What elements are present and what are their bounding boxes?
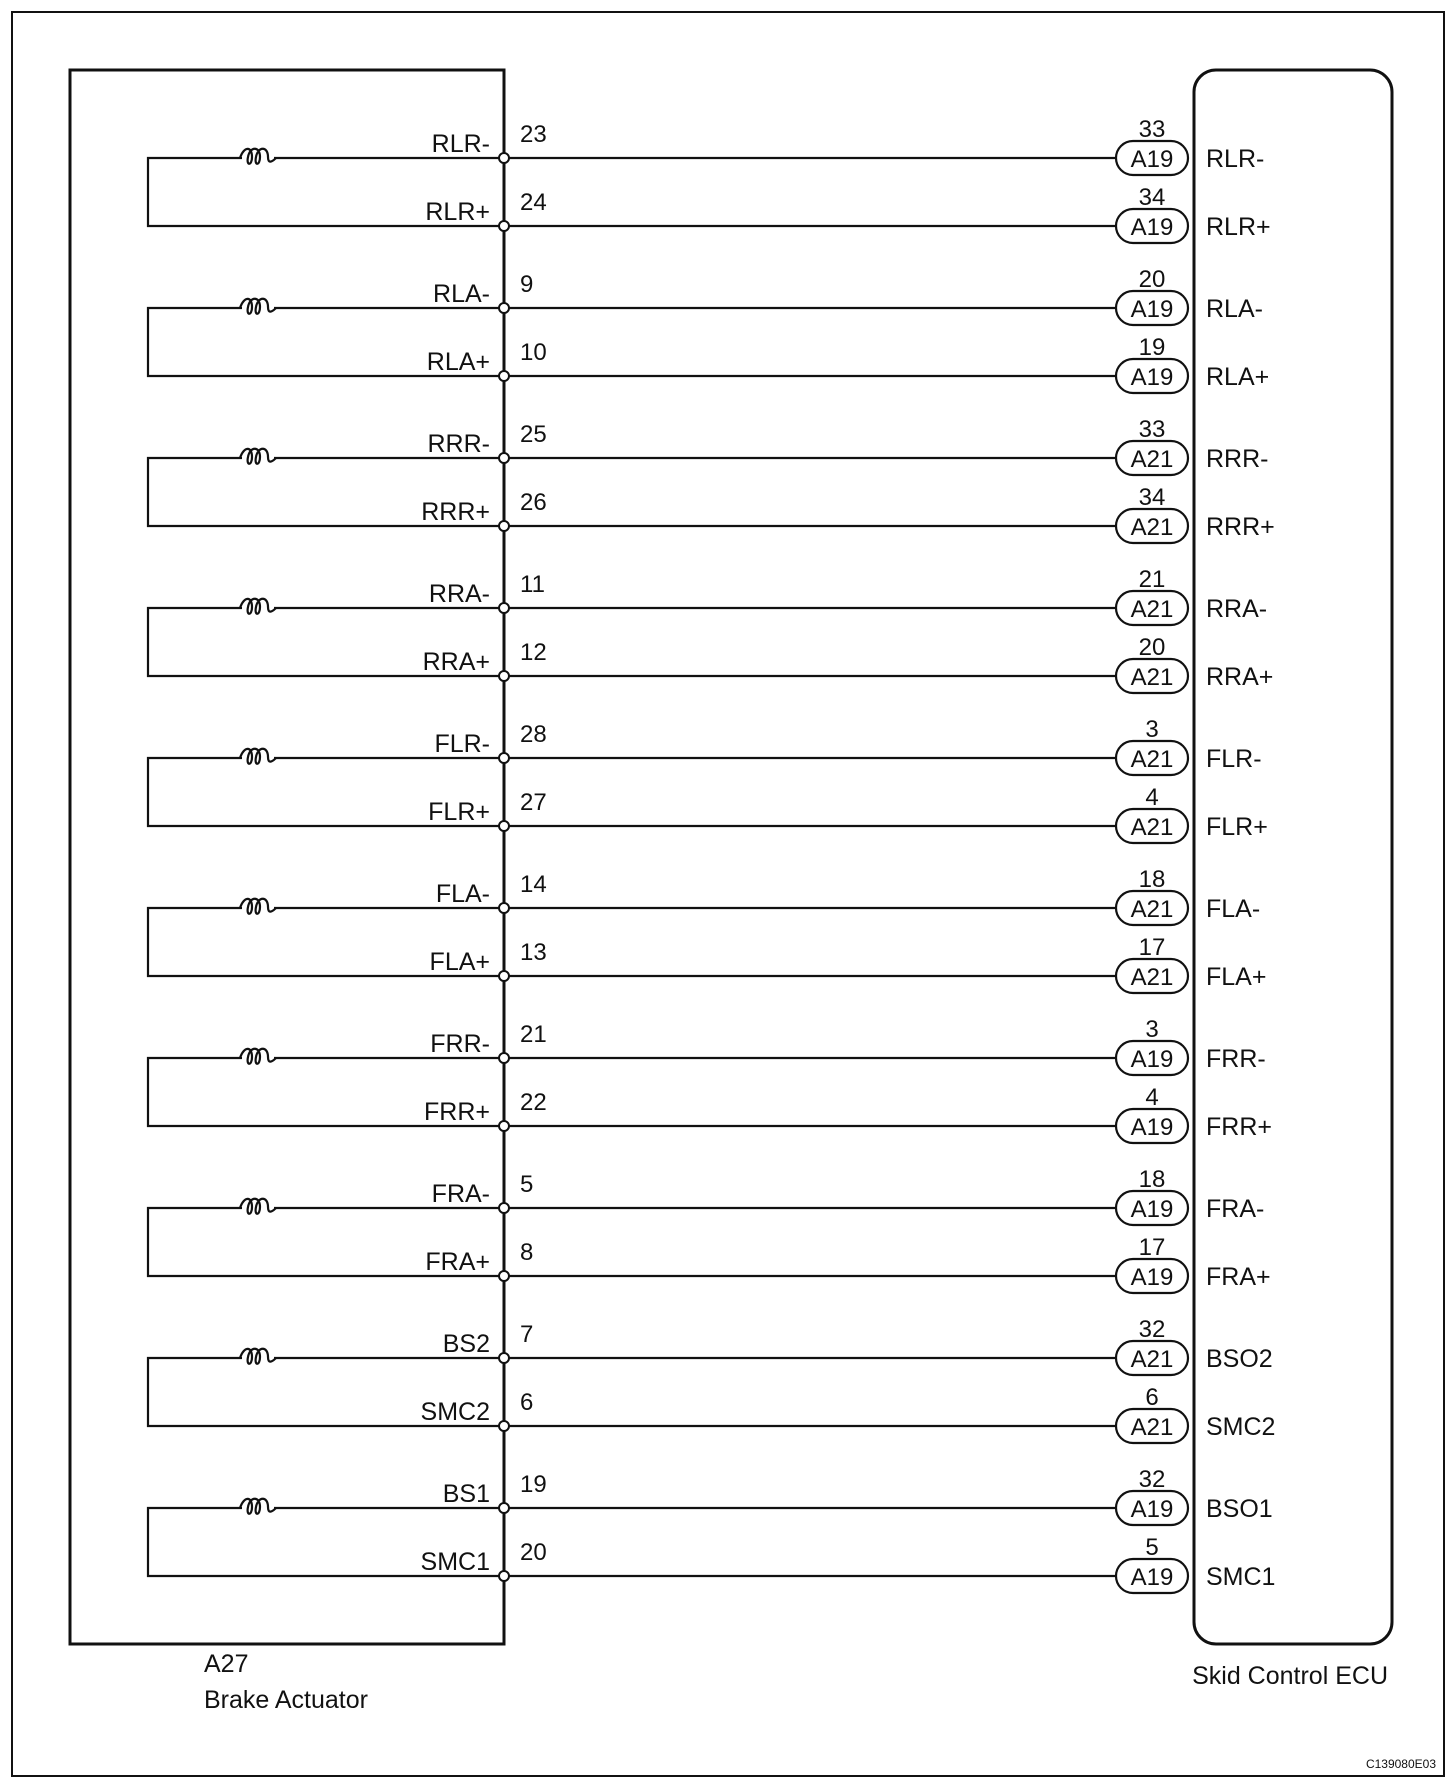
actuator-pin-number: 26 xyxy=(520,489,547,516)
actuator-pin-number: 23 xyxy=(520,121,547,148)
connector-id: A21 xyxy=(1130,896,1174,923)
connector-id: A21 xyxy=(1130,746,1174,773)
ecu-pin-number: 20 xyxy=(1138,634,1166,661)
ecu-terminal-label: RRR- xyxy=(1206,445,1269,473)
ecu-terminal-label: RLR- xyxy=(1206,145,1265,173)
ecu-terminal-label: SMC1 xyxy=(1206,1563,1276,1591)
connector-id: A19 xyxy=(1130,214,1174,241)
ecu-terminal-label: FLR- xyxy=(1206,745,1262,773)
terminal-dot xyxy=(499,1121,509,1131)
actuator-pin-number: 19 xyxy=(520,1471,547,1498)
ecu-pin-number: 20 xyxy=(1138,266,1166,293)
connector-id: A21 xyxy=(1130,446,1174,473)
actuator-pin-number: 21 xyxy=(520,1021,547,1048)
ecu-pin-number: 33 xyxy=(1138,416,1166,443)
connector-id: A19 xyxy=(1130,1264,1174,1291)
ecu-pin-number: 18 xyxy=(1138,866,1166,893)
actuator-terminal-label: RRA- xyxy=(428,580,490,608)
actuator-terminal-label: RRR- xyxy=(427,430,490,458)
actuator-terminal-label: BS2 xyxy=(442,1330,490,1358)
actuator-terminal-label: RRR+ xyxy=(421,498,490,526)
connector-id: A19 xyxy=(1130,1046,1174,1073)
ecu-terminal-label: FLA- xyxy=(1206,895,1261,923)
terminal-dot xyxy=(499,671,509,681)
figure-code: C139080E03 xyxy=(1365,1757,1436,1771)
actuator-terminal-label: BS1 xyxy=(442,1480,490,1508)
terminal-dot xyxy=(499,1503,509,1513)
actuator-terminal-label: FRA+ xyxy=(425,1248,490,1276)
actuator-terminal-label: FRR- xyxy=(430,1030,490,1058)
actuator-pin-number: 11 xyxy=(520,571,545,598)
actuator-terminal-label: FRR+ xyxy=(424,1098,490,1126)
actuator-pin-number: 28 xyxy=(520,721,547,748)
actuator-pin-number: 25 xyxy=(520,421,547,448)
actuator-pin-number: 22 xyxy=(520,1089,547,1116)
ecu-terminal-label: FRA+ xyxy=(1206,1263,1271,1291)
actuator-terminal-label: RLA+ xyxy=(426,348,490,376)
connector-id: A21 xyxy=(1130,514,1174,541)
actuator-pin-number: 12 xyxy=(520,639,547,666)
actuator-terminal-label: SMC1 xyxy=(420,1548,490,1576)
actuator-terminal-label: RRA+ xyxy=(422,648,490,676)
ecu-pin-number: 18 xyxy=(1138,1166,1166,1193)
actuator-terminal-label: FRA- xyxy=(431,1180,490,1208)
ecu-pin-number: 3 xyxy=(1145,1016,1159,1043)
terminal-dot xyxy=(499,303,509,313)
ecu-terminal-label: RRA- xyxy=(1206,595,1268,623)
actuator-pin-number: 5 xyxy=(520,1171,534,1198)
actuator-terminal-label: FLR- xyxy=(434,730,490,758)
terminal-dot xyxy=(499,371,509,381)
ecu-terminal-label: SMC2 xyxy=(1206,1413,1276,1441)
terminal-dot xyxy=(499,1271,509,1281)
actuator-ref: A27 xyxy=(204,1650,249,1678)
actuator-terminal-label: FLA- xyxy=(435,880,490,908)
terminal-dot xyxy=(499,1053,509,1063)
ecu-terminal-label: FLR+ xyxy=(1206,813,1268,841)
ecu-terminal-label: RRR+ xyxy=(1206,513,1275,541)
connector-id: A19 xyxy=(1130,296,1174,323)
ecu-terminal-label: FRR- xyxy=(1206,1045,1266,1073)
ecu-pin-number: 32 xyxy=(1138,1316,1166,1343)
connector-id: A21 xyxy=(1130,964,1174,991)
connector-id: A21 xyxy=(1130,1414,1174,1441)
connector-id: A19 xyxy=(1130,1114,1174,1141)
actuator-pin-number: 14 xyxy=(520,871,547,898)
ecu-pin-number: 21 xyxy=(1138,566,1166,593)
connector-id: A19 xyxy=(1130,146,1174,173)
actuator-terminal-label: FLA+ xyxy=(429,948,490,976)
connector-id: A19 xyxy=(1130,1564,1174,1591)
ecu-terminal-label: FRA- xyxy=(1206,1195,1265,1223)
terminal-dot xyxy=(499,903,509,913)
terminal-dot xyxy=(499,821,509,831)
actuator-pin-number: 13 xyxy=(520,939,547,966)
ecu-pin-number: 17 xyxy=(1138,934,1166,961)
connector-id: A21 xyxy=(1130,814,1174,841)
actuator-pin-number: 24 xyxy=(520,189,547,216)
ecu-pin-number: 6 xyxy=(1145,1384,1159,1411)
connector-id: A19 xyxy=(1130,1496,1174,1523)
ecu-pin-number: 19 xyxy=(1138,334,1166,361)
ecu-name: Skid Control ECU xyxy=(1192,1662,1388,1690)
actuator-terminal-label: RLR+ xyxy=(425,198,490,226)
connector-id: A19 xyxy=(1130,1196,1174,1223)
wire-group xyxy=(148,116,1275,1593)
terminal-dot xyxy=(499,153,509,163)
actuator-terminal-label: FLR+ xyxy=(428,798,490,826)
terminal-dot xyxy=(499,1203,509,1213)
terminal-dot xyxy=(499,753,509,763)
ecu-terminal-label: BSO1 xyxy=(1206,1495,1273,1523)
terminal-dot xyxy=(499,603,509,613)
terminal-dot xyxy=(499,453,509,463)
ecu-pin-number: 17 xyxy=(1138,1234,1166,1261)
actuator-terminal-label: SMC2 xyxy=(420,1398,490,1426)
actuator-pin-number: 10 xyxy=(520,339,547,366)
ecu-terminal-label: FRR+ xyxy=(1206,1113,1272,1141)
ecu-pin-number: 34 xyxy=(1138,184,1166,211)
connector-id: A19 xyxy=(1130,364,1174,391)
ecu-terminal-label: RLR+ xyxy=(1206,213,1271,241)
connector-id: A21 xyxy=(1130,1346,1174,1373)
terminal-dot xyxy=(499,521,509,531)
actuator-terminal-label: RLR- xyxy=(431,130,490,158)
ecu-terminal-label: RRA+ xyxy=(1206,663,1274,691)
terminal-dot xyxy=(499,1571,509,1581)
ecu-terminal-label: RLA- xyxy=(1206,295,1263,323)
terminal-dot xyxy=(499,971,509,981)
actuator-pin-number: 20 xyxy=(520,1539,547,1566)
actuator-pin-number: 6 xyxy=(520,1389,534,1416)
ecu-pin-number: 4 xyxy=(1145,1084,1159,1111)
ecu-pin-number: 32 xyxy=(1138,1466,1166,1493)
ecu-pin-number: 34 xyxy=(1138,484,1166,511)
actuator-terminal-label: RLA- xyxy=(433,280,490,308)
terminal-dot xyxy=(499,221,509,231)
connector-id: A21 xyxy=(1130,664,1174,691)
actuator-pin-number: 9 xyxy=(520,271,534,298)
connector-id: A21 xyxy=(1130,596,1174,623)
ecu-pin-number: 4 xyxy=(1145,784,1159,811)
ecu-terminal-label: FLA+ xyxy=(1206,963,1267,991)
actuator-pin-number: 8 xyxy=(520,1239,534,1266)
actuator-pin-number: 7 xyxy=(520,1321,534,1348)
ecu-pin-number: 3 xyxy=(1145,716,1159,743)
ecu-terminal-label: RLA+ xyxy=(1206,363,1270,391)
terminal-dot xyxy=(499,1353,509,1363)
actuator-name: Brake Actuator xyxy=(204,1686,368,1714)
ecu-pin-number: 33 xyxy=(1138,116,1166,143)
terminal-dot xyxy=(499,1421,509,1431)
ecu-pin-number: 5 xyxy=(1145,1534,1159,1561)
ecu-terminal-label: BSO2 xyxy=(1206,1345,1273,1373)
actuator-pin-number: 27 xyxy=(520,789,547,816)
